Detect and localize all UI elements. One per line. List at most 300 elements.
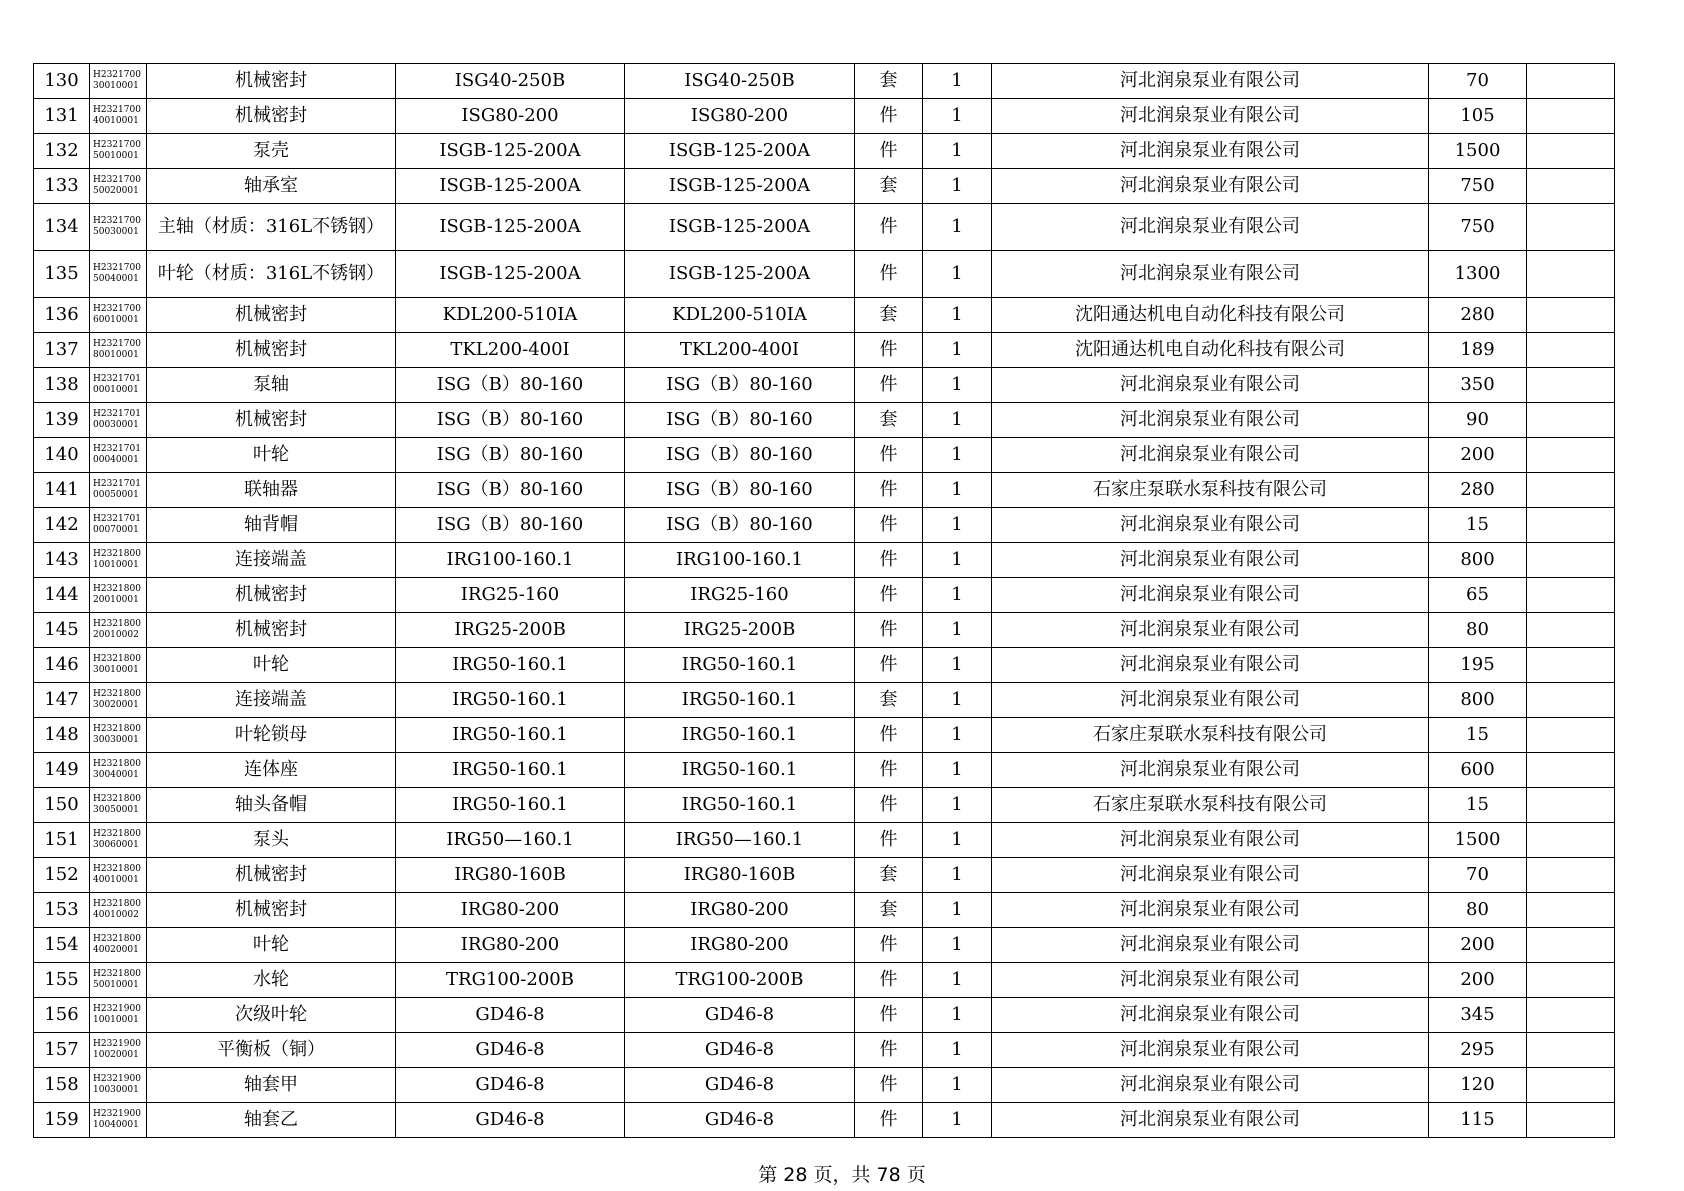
material-code-part: 30050001 bbox=[93, 805, 139, 815]
note-cell bbox=[1527, 823, 1615, 858]
spec-cell: ISG（B）80-160 bbox=[625, 473, 855, 508]
model-cell: ISG（B）80-160 bbox=[396, 403, 625, 438]
note-cell bbox=[1527, 438, 1615, 473]
material-code-part: 10010001 bbox=[93, 560, 139, 570]
price-cell: 200 bbox=[1429, 963, 1527, 998]
note-cell bbox=[1527, 963, 1615, 998]
part-name-cell: 轴背帽 bbox=[147, 508, 396, 543]
quantity-cell: 1 bbox=[923, 893, 992, 928]
unit-cell: 套 bbox=[855, 169, 923, 204]
note-cell bbox=[1527, 683, 1615, 718]
material-code-part: H2321700 bbox=[93, 304, 141, 314]
material-code-part: H2321800 bbox=[93, 794, 141, 804]
row-number-cell: 136 bbox=[34, 298, 90, 333]
model-cell: IRG50-160.1 bbox=[396, 683, 625, 718]
model-cell: GD46-8 bbox=[396, 1068, 625, 1103]
parts-table bbox=[33, 63, 1615, 1138]
supplier-cell: 河北润泉泵业有限公司 bbox=[992, 543, 1429, 578]
material-code-part: H2321800 bbox=[93, 689, 141, 699]
model-cell: IRG100-160.1 bbox=[396, 543, 625, 578]
row-number-cell: 149 bbox=[34, 753, 90, 788]
part-name-cell: 轴承室 bbox=[147, 169, 396, 204]
price-cell: 80 bbox=[1429, 893, 1527, 928]
note-cell bbox=[1527, 134, 1615, 169]
material-code-part: 00010001 bbox=[93, 385, 139, 395]
table-row bbox=[34, 928, 1615, 963]
row-number-cell: 134 bbox=[34, 204, 90, 251]
row-number-cell: 139 bbox=[34, 403, 90, 438]
spec-cell: ISG40-250B bbox=[625, 64, 855, 99]
material-code-part: H2321800 bbox=[93, 619, 141, 629]
material-code-cell bbox=[90, 893, 147, 928]
material-code-cell bbox=[90, 613, 147, 648]
supplier-cell: 河北润泉泵业有限公司 bbox=[992, 823, 1429, 858]
material-code-part: 50030001 bbox=[93, 227, 139, 237]
price-cell: 600 bbox=[1429, 753, 1527, 788]
model-cell: ISG（B）80-160 bbox=[396, 368, 625, 403]
price-cell: 15 bbox=[1429, 718, 1527, 753]
quantity-cell: 1 bbox=[923, 473, 992, 508]
row-number-cell: 132 bbox=[34, 134, 90, 169]
material-code-part: 10030001 bbox=[93, 1085, 139, 1095]
unit-cell: 套 bbox=[855, 403, 923, 438]
unit-cell: 件 bbox=[855, 251, 923, 298]
spec-cell: IRG80-160B bbox=[625, 858, 855, 893]
unit-cell: 件 bbox=[855, 613, 923, 648]
table-row bbox=[34, 473, 1615, 508]
note-cell bbox=[1527, 928, 1615, 963]
table-row bbox=[34, 169, 1615, 204]
price-cell: 105 bbox=[1429, 99, 1527, 134]
unit-cell: 件 bbox=[855, 99, 923, 134]
row-number-cell: 130 bbox=[34, 64, 90, 99]
material-code-cell bbox=[90, 134, 147, 169]
material-code-part: 60010001 bbox=[93, 315, 139, 325]
note-cell bbox=[1527, 613, 1615, 648]
price-cell: 115 bbox=[1429, 1103, 1527, 1138]
material-code-part: 30060001 bbox=[93, 840, 139, 850]
supplier-cell: 河北润泉泵业有限公司 bbox=[992, 64, 1429, 99]
price-cell: 15 bbox=[1429, 508, 1527, 543]
model-cell: ISG（B）80-160 bbox=[396, 473, 625, 508]
supplier-cell: 河北润泉泵业有限公司 bbox=[992, 169, 1429, 204]
table-row bbox=[34, 718, 1615, 753]
spec-cell: GD46-8 bbox=[625, 1033, 855, 1068]
table-row bbox=[34, 99, 1615, 134]
material-code-part: 40010002 bbox=[93, 910, 139, 920]
spec-cell: ISGB-125-200A bbox=[625, 251, 855, 298]
price-cell: 800 bbox=[1429, 683, 1527, 718]
spec-cell: IRG50—160.1 bbox=[625, 823, 855, 858]
spec-cell: ISG（B）80-160 bbox=[625, 403, 855, 438]
table-row bbox=[34, 508, 1615, 543]
spec-cell: IRG50-160.1 bbox=[625, 788, 855, 823]
material-code-part: 50040001 bbox=[93, 274, 139, 284]
unit-cell: 件 bbox=[855, 438, 923, 473]
material-code-part: 10040001 bbox=[93, 1120, 139, 1130]
price-cell: 90 bbox=[1429, 403, 1527, 438]
table-row bbox=[34, 578, 1615, 613]
material-code-part: 10010001 bbox=[93, 1015, 139, 1025]
material-code-cell bbox=[90, 251, 147, 298]
material-code-part: H2321700 bbox=[93, 175, 141, 185]
material-code-cell bbox=[90, 788, 147, 823]
note-cell bbox=[1527, 788, 1615, 823]
material-code-part: H2321900 bbox=[93, 1004, 141, 1014]
quantity-cell: 1 bbox=[923, 648, 992, 683]
quantity-cell: 1 bbox=[923, 368, 992, 403]
supplier-cell: 石家庄泵联水泵科技有限公司 bbox=[992, 473, 1429, 508]
price-cell: 750 bbox=[1429, 204, 1527, 251]
price-cell: 15 bbox=[1429, 788, 1527, 823]
model-cell: ISG40-250B bbox=[396, 64, 625, 99]
row-number-cell: 135 bbox=[34, 251, 90, 298]
supplier-cell: 河北润泉泵业有限公司 bbox=[992, 508, 1429, 543]
material-code-part: 00030001 bbox=[93, 420, 139, 430]
unit-cell: 件 bbox=[855, 578, 923, 613]
material-code-part: H2321701 bbox=[93, 479, 141, 489]
spec-cell: KDL200-510IA bbox=[625, 298, 855, 333]
material-code-cell bbox=[90, 543, 147, 578]
quantity-cell: 1 bbox=[923, 438, 992, 473]
row-number-cell: 156 bbox=[34, 998, 90, 1033]
supplier-cell: 河北润泉泵业有限公司 bbox=[992, 368, 1429, 403]
material-code-part: 50020001 bbox=[93, 186, 139, 196]
model-cell: GD46-8 bbox=[396, 1033, 625, 1068]
material-code-part: 20010001 bbox=[93, 595, 139, 605]
supplier-cell: 河北润泉泵业有限公司 bbox=[992, 1033, 1429, 1068]
model-cell: ISGB-125-200A bbox=[396, 251, 625, 298]
note-cell bbox=[1527, 998, 1615, 1033]
material-code-part: H2321800 bbox=[93, 759, 141, 769]
material-code-cell bbox=[90, 99, 147, 134]
material-code-part: 50010001 bbox=[93, 151, 139, 161]
material-code-part: 00070001 bbox=[93, 525, 139, 535]
quantity-cell: 1 bbox=[923, 1103, 992, 1138]
material-code-part: 30020001 bbox=[93, 700, 139, 710]
unit-cell: 件 bbox=[855, 963, 923, 998]
material-code-cell bbox=[90, 1103, 147, 1138]
material-code-part: H2321800 bbox=[93, 829, 141, 839]
price-cell: 120 bbox=[1429, 1068, 1527, 1103]
table-row bbox=[34, 1033, 1615, 1068]
price-cell: 800 bbox=[1429, 543, 1527, 578]
part-name-cell: 连接端盖 bbox=[147, 543, 396, 578]
supplier-cell: 沈阳通达机电自动化科技有限公司 bbox=[992, 298, 1429, 333]
part-name-cell: 水轮 bbox=[147, 963, 396, 998]
price-cell: 1500 bbox=[1429, 134, 1527, 169]
price-cell: 65 bbox=[1429, 578, 1527, 613]
unit-cell: 套 bbox=[855, 683, 923, 718]
quantity-cell: 1 bbox=[923, 508, 992, 543]
table-row bbox=[34, 333, 1615, 368]
model-cell: ISG80-200 bbox=[396, 99, 625, 134]
spec-cell: IRG50-160.1 bbox=[625, 683, 855, 718]
table-row bbox=[34, 823, 1615, 858]
unit-cell: 件 bbox=[855, 823, 923, 858]
supplier-cell: 河北润泉泵业有限公司 bbox=[992, 683, 1429, 718]
note-cell bbox=[1527, 1033, 1615, 1068]
spec-cell: GD46-8 bbox=[625, 1103, 855, 1138]
model-cell: ISG（B）80-160 bbox=[396, 508, 625, 543]
page-footer: 第 28 页，共 78 页 bbox=[758, 1164, 926, 1186]
material-code-part: 30010001 bbox=[93, 665, 139, 675]
quantity-cell: 1 bbox=[923, 928, 992, 963]
material-code-part: H2321701 bbox=[93, 409, 141, 419]
price-cell: 350 bbox=[1429, 368, 1527, 403]
quantity-cell: 1 bbox=[923, 578, 992, 613]
spec-cell: IRG25-200B bbox=[625, 613, 855, 648]
spec-cell: ISGB-125-200A bbox=[625, 169, 855, 204]
material-code-part: 30040001 bbox=[93, 770, 139, 780]
material-code-part: 20010002 bbox=[93, 630, 139, 640]
material-code-part: 00040001 bbox=[93, 455, 139, 465]
unit-cell: 件 bbox=[855, 204, 923, 251]
unit-cell: 件 bbox=[855, 788, 923, 823]
spec-cell: ISG（B）80-160 bbox=[625, 438, 855, 473]
row-number-cell: 154 bbox=[34, 928, 90, 963]
part-name-cell: 叶轮 bbox=[147, 648, 396, 683]
material-code-part: H2321800 bbox=[93, 549, 141, 559]
material-code-cell bbox=[90, 683, 147, 718]
spec-cell: GD46-8 bbox=[625, 1068, 855, 1103]
model-cell: IRG50-160.1 bbox=[396, 788, 625, 823]
note-cell bbox=[1527, 473, 1615, 508]
model-cell: GD46-8 bbox=[396, 998, 625, 1033]
part-name-cell: 机械密封 bbox=[147, 333, 396, 368]
quantity-cell: 1 bbox=[923, 613, 992, 648]
note-cell bbox=[1527, 578, 1615, 613]
note-cell bbox=[1527, 1103, 1615, 1138]
supplier-cell: 河北润泉泵业有限公司 bbox=[992, 998, 1429, 1033]
part-name-cell: 次级叶轮 bbox=[147, 998, 396, 1033]
material-code-part: H2321800 bbox=[93, 969, 141, 979]
price-cell: 70 bbox=[1429, 64, 1527, 99]
quantity-cell: 1 bbox=[923, 823, 992, 858]
supplier-cell: 河北润泉泵业有限公司 bbox=[992, 1068, 1429, 1103]
material-code-part: H2321900 bbox=[93, 1109, 141, 1119]
supplier-cell: 河北润泉泵业有限公司 bbox=[992, 648, 1429, 683]
material-code-part: 40020001 bbox=[93, 945, 139, 955]
spec-cell: IRG80-200 bbox=[625, 893, 855, 928]
row-number-cell: 141 bbox=[34, 473, 90, 508]
table-row bbox=[34, 858, 1615, 893]
material-code-cell bbox=[90, 169, 147, 204]
row-number-cell: 157 bbox=[34, 1033, 90, 1068]
supplier-cell: 河北润泉泵业有限公司 bbox=[992, 438, 1429, 473]
table-row bbox=[34, 368, 1615, 403]
part-name-cell: 连体座 bbox=[147, 753, 396, 788]
material-code-part: H2321800 bbox=[93, 584, 141, 594]
note-cell bbox=[1527, 333, 1615, 368]
part-name-cell: 轴头备帽 bbox=[147, 788, 396, 823]
material-code-cell bbox=[90, 368, 147, 403]
supplier-cell: 河北润泉泵业有限公司 bbox=[992, 858, 1429, 893]
material-code-part: H2321700 bbox=[93, 70, 141, 80]
quantity-cell: 1 bbox=[923, 204, 992, 251]
row-number-cell: 148 bbox=[34, 718, 90, 753]
row-number-cell: 142 bbox=[34, 508, 90, 543]
supplier-cell: 河北润泉泵业有限公司 bbox=[992, 928, 1429, 963]
note-cell bbox=[1527, 298, 1615, 333]
model-cell: ISG（B）80-160 bbox=[396, 438, 625, 473]
price-cell: 189 bbox=[1429, 333, 1527, 368]
material-code-cell bbox=[90, 298, 147, 333]
material-code-cell bbox=[90, 963, 147, 998]
unit-cell: 件 bbox=[855, 648, 923, 683]
part-name-cell: 机械密封 bbox=[147, 893, 396, 928]
row-number-cell: 144 bbox=[34, 578, 90, 613]
spec-cell: IRG25-160 bbox=[625, 578, 855, 613]
unit-cell: 件 bbox=[855, 928, 923, 963]
price-cell: 280 bbox=[1429, 298, 1527, 333]
spec-cell: TKL200-400I bbox=[625, 333, 855, 368]
note-cell bbox=[1527, 403, 1615, 438]
part-name-cell: 连接端盖 bbox=[147, 683, 396, 718]
part-name-cell: 泵头 bbox=[147, 823, 396, 858]
material-code-cell bbox=[90, 333, 147, 368]
unit-cell: 件 bbox=[855, 753, 923, 788]
price-cell: 195 bbox=[1429, 648, 1527, 683]
unit-cell: 套 bbox=[855, 893, 923, 928]
material-code-part: H2321701 bbox=[93, 514, 141, 524]
supplier-cell: 石家庄泵联水泵科技有限公司 bbox=[992, 718, 1429, 753]
part-name-cell: 机械密封 bbox=[147, 64, 396, 99]
supplier-cell: 河北润泉泵业有限公司 bbox=[992, 613, 1429, 648]
material-code-part: H2321900 bbox=[93, 1074, 141, 1084]
material-code-cell bbox=[90, 998, 147, 1033]
material-code-cell bbox=[90, 473, 147, 508]
model-cell: ISGB-125-200A bbox=[396, 169, 625, 204]
row-number-cell: 152 bbox=[34, 858, 90, 893]
part-name-cell: 轴套甲 bbox=[147, 1068, 396, 1103]
table-row bbox=[34, 298, 1615, 333]
material-code-part: H2321700 bbox=[93, 216, 141, 226]
row-number-cell: 133 bbox=[34, 169, 90, 204]
note-cell bbox=[1527, 169, 1615, 204]
material-code-part: 00050001 bbox=[93, 490, 139, 500]
table-row bbox=[34, 204, 1615, 251]
spec-cell: GD46-8 bbox=[625, 998, 855, 1033]
quantity-cell: 1 bbox=[923, 683, 992, 718]
model-cell: ISGB-125-200A bbox=[396, 204, 625, 251]
row-number-cell: 140 bbox=[34, 438, 90, 473]
row-number-cell: 153 bbox=[34, 893, 90, 928]
note-cell bbox=[1527, 508, 1615, 543]
row-number-cell: 131 bbox=[34, 99, 90, 134]
price-cell: 280 bbox=[1429, 473, 1527, 508]
note-cell bbox=[1527, 204, 1615, 251]
unit-cell: 件 bbox=[855, 1103, 923, 1138]
spec-cell: IRG50-160.1 bbox=[625, 648, 855, 683]
material-code-part: H2321900 bbox=[93, 1039, 141, 1049]
supplier-cell: 河北润泉泵业有限公司 bbox=[992, 1103, 1429, 1138]
table-row bbox=[34, 788, 1615, 823]
note-cell bbox=[1527, 543, 1615, 578]
part-name-cell: 机械密封 bbox=[147, 99, 396, 134]
row-number-cell: 151 bbox=[34, 823, 90, 858]
price-cell: 1500 bbox=[1429, 823, 1527, 858]
material-code-part: H2321800 bbox=[93, 934, 141, 944]
price-cell: 345 bbox=[1429, 998, 1527, 1033]
part-name-cell: 联轴器 bbox=[147, 473, 396, 508]
spec-cell: IRG100-160.1 bbox=[625, 543, 855, 578]
unit-cell: 件 bbox=[855, 134, 923, 169]
table-row bbox=[34, 753, 1615, 788]
material-code-part: H2321700 bbox=[93, 339, 141, 349]
row-number-cell: 143 bbox=[34, 543, 90, 578]
unit-cell: 件 bbox=[855, 543, 923, 578]
row-number-cell: 155 bbox=[34, 963, 90, 998]
material-code-part: H2321700 bbox=[93, 263, 141, 273]
unit-cell: 件 bbox=[855, 1033, 923, 1068]
spec-cell: TRG100-200B bbox=[625, 963, 855, 998]
price-cell: 70 bbox=[1429, 858, 1527, 893]
model-cell: KDL200-510IA bbox=[396, 298, 625, 333]
unit-cell: 件 bbox=[855, 998, 923, 1033]
note-cell bbox=[1527, 893, 1615, 928]
material-code-cell bbox=[90, 1068, 147, 1103]
table-row bbox=[34, 543, 1615, 578]
spec-cell: ISG（B）80-160 bbox=[625, 368, 855, 403]
unit-cell: 件 bbox=[855, 473, 923, 508]
row-number-cell: 146 bbox=[34, 648, 90, 683]
material-code-part: 80010001 bbox=[93, 350, 139, 360]
model-cell: IRG50-160.1 bbox=[396, 718, 625, 753]
supplier-cell: 河北润泉泵业有限公司 bbox=[992, 893, 1429, 928]
model-cell: GD46-8 bbox=[396, 1103, 625, 1138]
material-code-part: H2321800 bbox=[93, 654, 141, 664]
material-code-part: H2321700 bbox=[93, 140, 141, 150]
unit-cell: 件 bbox=[855, 718, 923, 753]
row-number-cell: 138 bbox=[34, 368, 90, 403]
unit-cell: 件 bbox=[855, 1068, 923, 1103]
supplier-cell: 河北润泉泵业有限公司 bbox=[992, 403, 1429, 438]
quantity-cell: 1 bbox=[923, 753, 992, 788]
note-cell bbox=[1527, 99, 1615, 134]
table-row bbox=[34, 683, 1615, 718]
material-code-cell bbox=[90, 403, 147, 438]
price-cell: 750 bbox=[1429, 169, 1527, 204]
spec-cell: IRG50-160.1 bbox=[625, 718, 855, 753]
supplier-cell: 河北润泉泵业有限公司 bbox=[992, 204, 1429, 251]
material-code-part: H2321800 bbox=[93, 899, 141, 909]
row-number-cell: 147 bbox=[34, 683, 90, 718]
material-code-cell bbox=[90, 718, 147, 753]
material-code-cell bbox=[90, 648, 147, 683]
material-code-cell bbox=[90, 508, 147, 543]
unit-cell: 件 bbox=[855, 333, 923, 368]
part-name-cell: 叶轮 bbox=[147, 928, 396, 963]
unit-cell: 件 bbox=[855, 508, 923, 543]
unit-cell: 套 bbox=[855, 64, 923, 99]
row-number-cell: 150 bbox=[34, 788, 90, 823]
quantity-cell: 1 bbox=[923, 543, 992, 578]
part-name-cell: 叶轮（材质：316L不锈钢） bbox=[147, 251, 396, 298]
row-number-cell: 158 bbox=[34, 1068, 90, 1103]
quantity-cell: 1 bbox=[923, 169, 992, 204]
table-row bbox=[34, 403, 1615, 438]
model-cell: TRG100-200B bbox=[396, 963, 625, 998]
material-code-part: H2321701 bbox=[93, 374, 141, 384]
note-cell bbox=[1527, 368, 1615, 403]
quantity-cell: 1 bbox=[923, 1033, 992, 1068]
material-code-part: H2321800 bbox=[93, 864, 141, 874]
quantity-cell: 1 bbox=[923, 298, 992, 333]
quantity-cell: 1 bbox=[923, 963, 992, 998]
model-cell: IRG25-160 bbox=[396, 578, 625, 613]
spec-cell: IRG80-200 bbox=[625, 928, 855, 963]
